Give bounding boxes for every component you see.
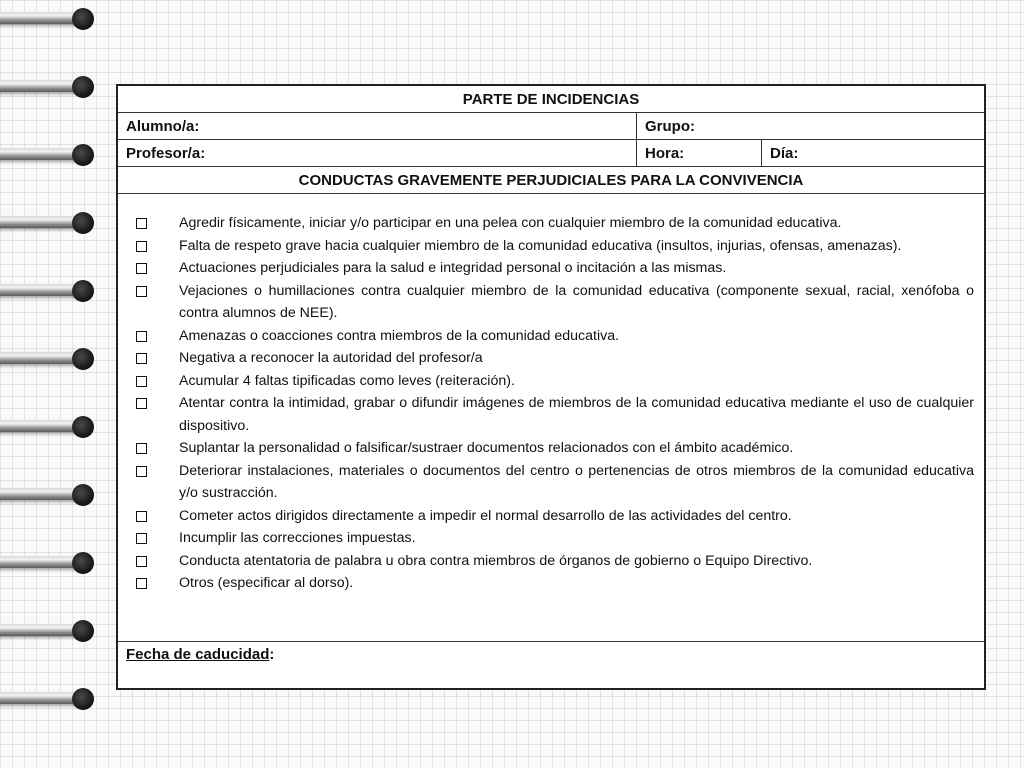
list-item	[136, 235, 974, 258]
list-item	[136, 280, 974, 325]
binding-ring	[0, 142, 100, 170]
item-text: Atentar contra la intimidad, grabar o difundir imágenes de miembros de la comunidad educativa mediante el uso de cualquier dispositivo.	[179, 395, 974, 434]
list-item	[136, 370, 974, 393]
expiry-date-label: Fecha de caducidad	[126, 646, 270, 663]
form-title-row	[118, 86, 984, 113]
form-title: PARTE DE INCIDENCIAS	[462, 90, 640, 108]
binding-ring	[0, 346, 100, 374]
dia-field[interactable]: Día:	[761, 140, 984, 166]
expiry-date-field[interactable]	[118, 642, 984, 667]
item-text: Vejaciones o humillaciones contra cualquier miembro de la comunidad educativa (componente sexual, racial, xenófoba o contra alumnos de NEE).	[179, 282, 974, 321]
item-text: Acumular 4 faltas tipificadas como leves (reiteración).	[179, 372, 515, 389]
checkbox[interactable]	[136, 353, 147, 364]
profesor-field[interactable]: Profesor/a:	[126, 144, 206, 162]
list-item	[136, 212, 974, 235]
list-item	[136, 437, 974, 460]
expiry-date-colon: :	[269, 646, 275, 663]
grupo-field[interactable]: Grupo:	[636, 113, 984, 139]
checkbox[interactable]	[136, 263, 147, 274]
item-text: Agredir físicamente, iniciar y/o participar en una pelea con cualquier miembro de la comunidad educativa.	[179, 215, 842, 231]
binding-ring	[0, 414, 100, 442]
item-text: Actuaciones perjudiciales para la salud e integridad personal o incitación a las mismas.	[179, 260, 727, 276]
checkbox[interactable]	[136, 556, 147, 567]
list-item	[136, 325, 974, 348]
list-item	[136, 347, 974, 370]
section-title: CONDUCTAS GRAVEMENTE PERJUDICIALES PARA LA CONVIVENCIA	[298, 171, 804, 189]
hora-field[interactable]: Hora:	[636, 140, 761, 166]
list-item	[136, 550, 974, 573]
checkbox[interactable]	[136, 376, 147, 387]
binding-ring	[0, 278, 100, 306]
binding-ring	[0, 686, 100, 714]
item-text: Falta de respeto grave hacia cualquier miembro de la comunidad educativa (insultos, injurias, ofensas, amenazas).	[179, 237, 902, 254]
checkbox[interactable]	[136, 578, 147, 589]
incident-form	[116, 84, 986, 690]
list-item	[136, 527, 974, 550]
checkbox[interactable]	[136, 466, 147, 477]
checkbox[interactable]	[136, 398, 147, 409]
list-item	[136, 392, 974, 437]
binding-ring	[0, 618, 100, 646]
checkbox[interactable]	[136, 241, 147, 252]
checkbox[interactable]	[136, 443, 147, 454]
binding-ring	[0, 6, 100, 34]
list-item	[136, 257, 974, 280]
item-text: Conducta atentatoria de palabra u obra contra miembros de órganos de gobierno o Equipo Directivo.	[179, 552, 813, 569]
list-item	[136, 460, 974, 505]
section-title-row	[118, 167, 984, 194]
checkbox[interactable]	[136, 533, 147, 544]
student-row	[118, 113, 984, 140]
teacher-row	[118, 140, 984, 167]
binding-ring	[0, 482, 100, 510]
alumno-field[interactable]: Alumno/a:	[126, 117, 200, 135]
binding-ring	[0, 550, 100, 578]
checkbox[interactable]	[136, 331, 147, 342]
list-item	[136, 505, 974, 528]
item-text: Amenazas o coacciones contra miembros de la comunidad educativa.	[179, 327, 620, 344]
checkbox[interactable]	[136, 286, 147, 297]
checkbox[interactable]	[136, 218, 147, 229]
spiral-binding	[0, 0, 110, 768]
item-text: Negativa a reconocer la autoridad del profesor/a	[179, 350, 483, 366]
conduct-list	[118, 194, 984, 642]
item-text: Incumplir las correcciones impuestas.	[179, 530, 416, 546]
binding-ring	[0, 210, 100, 238]
item-text: Otros (especificar al dorso).	[179, 575, 354, 591]
binding-ring	[0, 74, 100, 102]
item-text: Cometer actos dirigidos directamente a impedir el normal desarrollo de las actividades del centro.	[179, 507, 792, 524]
list-item	[136, 572, 974, 595]
checkbox[interactable]	[136, 511, 147, 522]
item-text: Suplantar la personalidad o falsificar/sustraer documentos relacionados con el ámbito académico.	[179, 440, 794, 456]
item-text: Deteriorar instalaciones, materiales o documentos del centro o pertenencias de otros miembros de la comunidad educativa y/o sustracción.	[179, 462, 974, 501]
